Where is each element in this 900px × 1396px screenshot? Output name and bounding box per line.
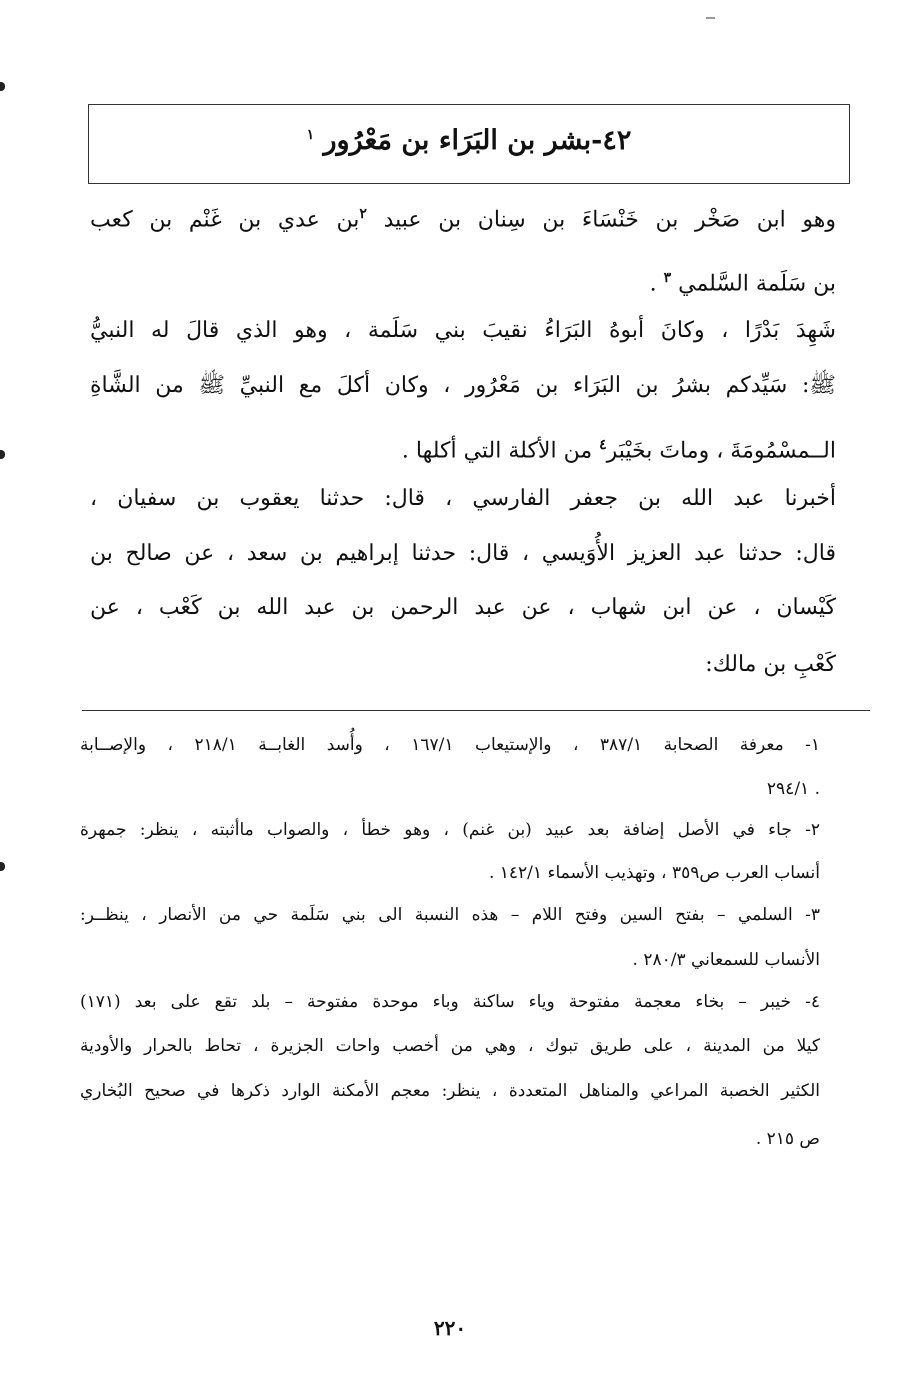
body-text: من الأكلة التي أكلها .	[401, 438, 600, 464]
scan-mark	[706, 17, 715, 19]
footnote-ref: ٣	[663, 270, 672, 286]
footnote-line: ص ٢١٥ .	[755, 1129, 820, 1149]
footnote-line: الكثير الخصبة المراعي والمناهل المتعددة ، ينظر: معجم الأمكنة الوارد ذكرها في صحيح البُخاري	[80, 1081, 820, 1101]
footnote-line: الأنساب للسمعاني ٢٨٠/٣ .	[632, 950, 820, 970]
footnote-line: ٢- جاء في الأصل إضافة بعد عبيد (بن غنم) ، وهو خطأ ، والصواب ماأثبته ، ينظر: جمهرة	[80, 820, 820, 840]
body-line-1	[90, 199, 836, 235]
body-text: وهو ابن صَخْر بن خَنْسَاءَ بن سِنان بن عبيد	[366, 207, 836, 233]
body-text: الــمسْمُومَةَ ، وماتَ بخَيْبَر	[606, 438, 836, 464]
page-number: ٢٢٠	[433, 1316, 467, 1340]
body-line-6: أخبرنا عبد الله بن جعفر الفارسي ، قال: حدثنا يعقوب بن سفيان ،	[90, 486, 836, 511]
body-line-2	[90, 263, 836, 299]
body-line-7: قال: حدثنا عبد العزيز الأُوَيسي ، قال: حدثنا إبراهيم بن سعد ، عن صالح بن	[90, 541, 836, 566]
body-line-3: شَهِدَ بَدْرًا ، وكانَ أبوهُ البَرَاءُ نقيبَ بني سَلَمة ، وهو الذي قالَ له النبيُّ	[90, 318, 836, 343]
footnote-line: ٣- السلمي – بفتح السين وفتح اللام – هذه النسبة الى بني سَلَمة حي من الأنصار ، ينظــر:	[80, 905, 820, 925]
footnote-line: ٤- خيبر – بخاء معجمة مفتوحة وياء ساكنة وباء موحدة مفتوحة – بلد تقع على بعد (١٧١)	[80, 992, 820, 1012]
scan-edge-mark	[0, 450, 5, 459]
body-line-4: ﷺ: سَيِّدكم بشرُ بن البَرَاء بن مَعْرُور ، وكان أكلَ مع النبيِّ ﷺ من الشَّاةِ	[90, 373, 836, 398]
body-text: .	[649, 271, 664, 297]
footnote-ref: ١	[306, 127, 315, 143]
title-box	[88, 104, 850, 184]
chapter-title	[89, 125, 849, 156]
footnote-line: أنساب العرب ص٣٥٩ ، وتهذيب الأسماء ١٤٢/١ .	[488, 863, 820, 883]
body-line-5	[90, 430, 836, 466]
body-text: بن سَلَمة السَّلمي	[671, 271, 836, 297]
body-text: بن عدي بن غَنْم بن كعب	[90, 207, 360, 233]
footnote-line: كيلا من المدينة ، على طريق تبوك ، وهي من أخصب واحات الجزيرة ، تحاط بالحرار والأودية	[80, 1036, 820, 1056]
body-line-8: كَيْسان ، عن ابن شهاب ، عن عبد الرحمن بن عبد الله بن كَعْب ، عن	[90, 595, 836, 620]
chapter-title-text: ٤٢-بشر بن البَرَاء بن مَعْرُور	[323, 125, 632, 156]
body-line-9: كَعْبِ بن مالك:	[705, 652, 836, 677]
footnote-separator	[82, 710, 870, 711]
footnote-ref: ٢	[359, 206, 367, 222]
footnote-ref: ٤	[599, 437, 607, 453]
footnote-line: ٢٩٤/١ .	[766, 779, 820, 799]
scan-edge-mark	[0, 862, 5, 871]
scan-edge-mark	[0, 82, 5, 91]
footnote-line: ١- معرفة الصحابة ٣٨٧/١ ، والإستيعاب ١٦٧/١ ، وأُسد الغابــة ٢١٨/١ ، والإصــابة	[80, 735, 821, 755]
